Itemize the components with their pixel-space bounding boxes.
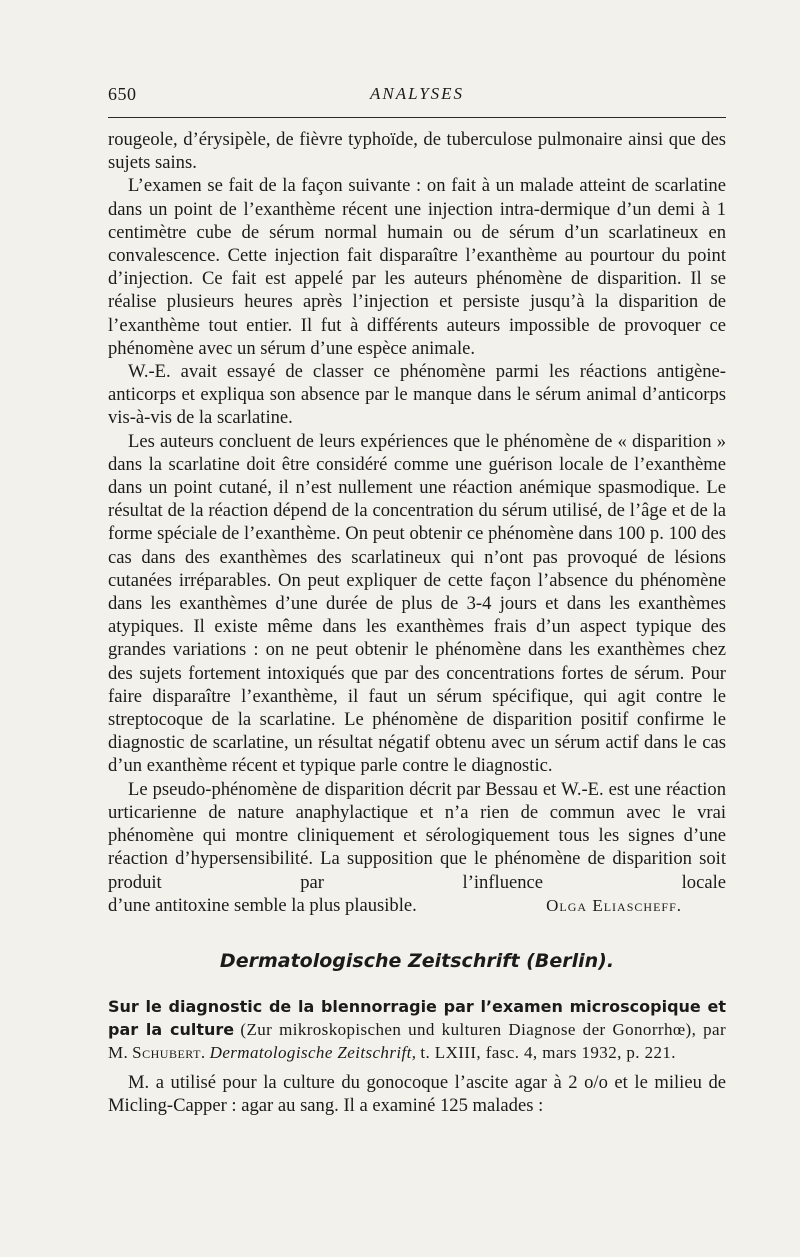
- article-citation: [108, 996, 726, 1065]
- author-signature: Olga Eliascheff.: [546, 895, 682, 915]
- page-number: 650: [108, 84, 137, 104]
- running-head: ANALYSES: [369, 84, 465, 103]
- page-header: [108, 84, 726, 114]
- paragraph-conclusions: Les auteurs concluent de leurs expériences que le phénomène de « disparition » dans la scarlatine doit être considéré comme une guérison locale de l’exanthème dans un point cutané, il n’est nullement une réaction anémique spasmodique. Le résultat de la réaction dépend de la concentration du sérum utilisé, de l’âge et de la forme spéciale de l’exanthème. On peut obtenir ce phénomène dans 100 p. 100 des cas dans des exanthèmes des scarlatineux qui n’ont pas provoqué de lésions cutanées irréparables. On peut expliquer de cette façon l’absence du phénomène dans les exanthèmes d’une durée de plus de 3-4 jours et dans les exanthèmes atypiques. Il existe même dans les exanthèmes frais d’un aspect typique des grandes variations : on ne peut obtenir le phénomène dans les exanthèmes chez des sujets fortement intoxiqués que par des concentrations fortes de sérum. Pour faire disparaître l’exanthème, il faut un sérum spécifique, qui agit contre le streptocoque de la scarlatine. Le phénomène de disparition positif confirme le diagnostic de scarlatine, un résultat négatif obtenu avec un sérum actif dans le cas d’un exanthème récent et typique parle contre le diagnostic.: [108, 430, 726, 777]
- paragraph-we: W.-E. avait essayé de classer ce phénomène parmi les réactions antigène-anticorps et expliqua son absence par le manque dans le sérum animal d’anticorps vis-à-vis de la scarlatine.: [108, 361, 726, 429]
- article-journal: Dermatologische Zeitschrift,: [209, 1042, 417, 1062]
- paragraph-last-line: d’une antitoxine semble la plus plausible.: [108, 894, 417, 916]
- signature-line: [108, 894, 726, 917]
- article-title: Sur le diagnostic de la blennorragie par l’examen microscopique et par la culture: [108, 996, 726, 1039]
- paragraph-method: L’examen se fait de la façon suivante : on fait à un malade atteint de scarlatine dans un point de l’exanthème récent une injection intra-dermique d’un demi à 1 centimètre cube de sérum normal humain ou de sérum d’un scarlatineux en convalescence. Cette injection fait disparaître l’exanthème au pourtour du point d’injection. Ce fait est appelé par les auteurs phénomène de disparition. Il se réalise plusieurs heures après l’injection et persiste jusqu’à la disparition de l’exanthème tout entier. Il fut à différents auteurs impossible de provoquer ce phénomène avec un sérum d’une espèce animale.: [108, 175, 726, 359]
- article-volume: t. LXIII, fasc. 4, mars 1932, p. 221.: [420, 1042, 676, 1062]
- article-author: Schubert.: [132, 1042, 206, 1062]
- header-rule: [108, 117, 726, 118]
- page-body: [108, 128, 726, 1117]
- paragraph-culture: M. a utilisé pour la culture du gonocoque l’ascite agar à 2 o/o et le milieu de Micling-Capper : agar au sang. Il a examiné 125 malades :: [108, 1071, 726, 1117]
- article-original-title: (Zur mikroskopischen und kulturen Diagnose der Gonorrhœ), par M.: [108, 1019, 727, 1062]
- paragraph-pseudo-phenomenon: Le pseudo-phénomène de disparition décrit par Bessau et W.-E. est une réaction urticarienne de nature anaphylactique et n’a rien de commun avec le vrai phénomène qui montre cliniquement et sérologiquement tous les signes d’une réaction d’hypersensibilité. La supposition que le phénomène de disparition soit produit par l’influence locale: [108, 778, 726, 893]
- journal-heading: Dermatologische Zeitschrift (Berlin).: [219, 949, 615, 972]
- paragraph-continued: rougeole, d’érysipèle, de fièvre typhoïde, de tuberculose pulmonaire ainsi que des sujets sains.: [108, 129, 726, 174]
